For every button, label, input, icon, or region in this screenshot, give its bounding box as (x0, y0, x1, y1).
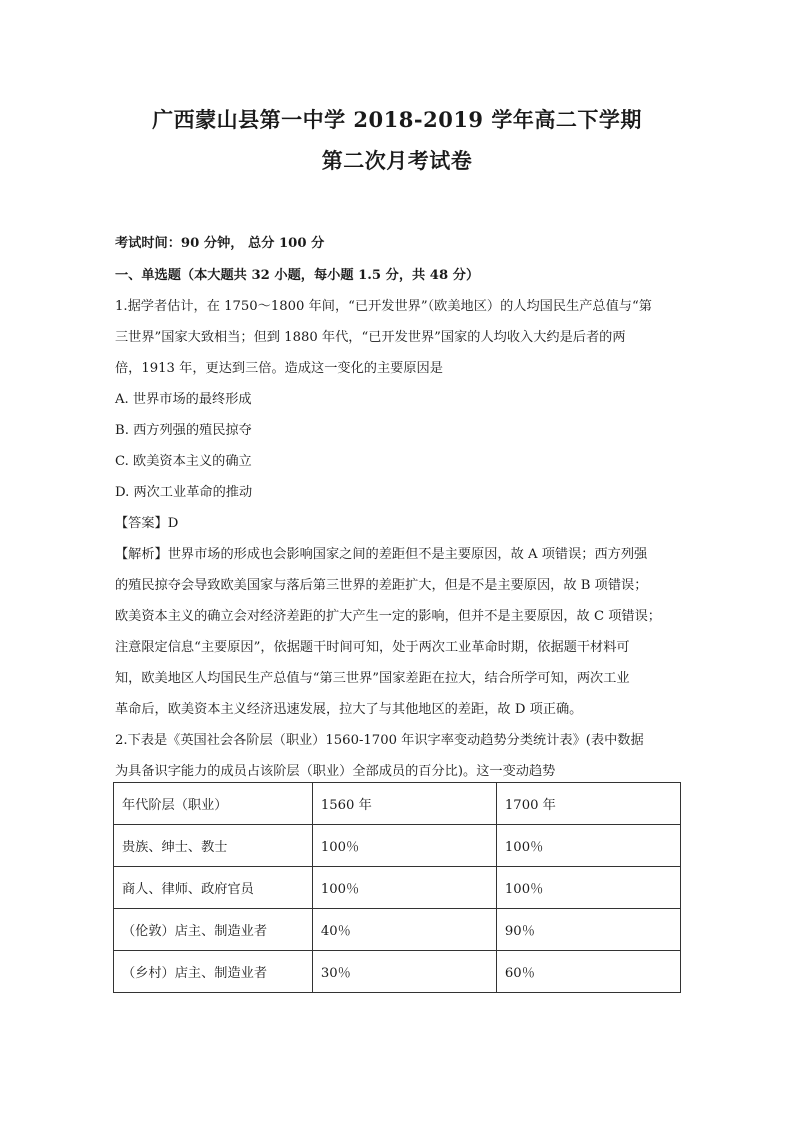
section-heading: 一、单选题（本大题共 32 小题，每小题 1.5 分，共 48 分） (115, 268, 480, 283)
table-cell: 30％ (312, 951, 496, 993)
literacy-table (113, 782, 681, 993)
analysis-line: 知，欧美地区人均国民生产总值与“第三世界”国家差距在拉大，结合所学可知，两次工业 (115, 671, 630, 686)
option-a: A. 世界市场的最终形成 (115, 392, 252, 407)
question-1 (115, 291, 685, 725)
table-cell: 60％ (496, 951, 680, 993)
table-header-cell: 1560 年 (312, 783, 496, 825)
table-cell: 100％ (312, 825, 496, 867)
table-cell: 贵族、绅士、教士 (114, 825, 313, 867)
analysis-line: 注意限定信息“主要原因”，依据题干时间可知，处于两次工业革命时期，依据题干材料可 (115, 640, 630, 655)
question-stem-line: 倍，1913 年，更达到三倍。造成这一变化的主要原因是 (115, 361, 443, 376)
table-cell: （伦敦）店主、制造业者 (114, 909, 313, 951)
table-cell: 40％ (312, 909, 496, 951)
option-b: B. 西方列强的殖民掠夺 (115, 423, 252, 438)
table-row (114, 951, 681, 993)
analysis-line: 欧美资本主义的确立会对经济差距的扩大产生一定的影响，但并不是主要原因，故 C 项错误； (115, 609, 661, 624)
table-row (114, 867, 681, 909)
exam-body (115, 228, 685, 787)
exam-title-line2: 第二次月考试卷 (321, 148, 473, 173)
table-row (114, 909, 681, 951)
table-row (114, 825, 681, 867)
table-header-cell: 年代阶层（职业） (114, 783, 313, 825)
option-d: D. 两次工业革命的推动 (115, 485, 253, 500)
analysis-line: 的殖民掠夺会导致欧美国家与落后第三世界的差距扩大，但是不是主要原因，故 B 项错误； (115, 578, 648, 593)
table-cell: （乡村）店主、制造业者 (114, 951, 313, 993)
exam-title-line1: 广西蒙山县第一中学 2018-2019 学年高二下学期 (152, 107, 642, 132)
exam-info: 考试时间：90 分钟， 总分 100 分 (115, 236, 325, 251)
table-cell: 100％ (312, 867, 496, 909)
question-stem-line: 2.下表是《英国社会各阶层（职业）1560-1700 年识字率变动趋势分类统计表》(表中数据 (115, 733, 644, 748)
option-c: C. 欧美资本主义的确立 (115, 454, 252, 469)
question-2 (115, 725, 685, 787)
question-stem-line: 为具备识字能力的成员占该阶层（职业）全部成员的百分比)。这一变动趋势 (115, 764, 556, 779)
table-header-cell: 1700 年 (496, 783, 680, 825)
table-header-row (114, 783, 681, 825)
analysis-line: 【解析】世界市场的形成也会影响国家之间的差距但不是主要原因，故 A 项错误；西方列强 (115, 547, 648, 562)
question-stem-line: 1.据学者估计，在 1750～1800 年间，“已开发世界”（欧美地区）的人均国民生产总值与“第 (115, 299, 652, 314)
table-cell: 100％ (496, 867, 680, 909)
table-cell: 90％ (496, 909, 680, 951)
answer: 【答案】D (115, 516, 179, 531)
question-stem-line: 三世界”国家大致相当；但到 1880 年代，“已开发世界”国家的人均收入大约是后者的两 (115, 330, 626, 345)
analysis-line: 革命后，欧美资本主义经济迅速发展，拉大了与其他地区的差距，故 D 项正确。 (115, 702, 583, 717)
table-cell: 商人、律师、政府官员 (114, 867, 313, 909)
table-cell: 100％ (496, 825, 680, 867)
